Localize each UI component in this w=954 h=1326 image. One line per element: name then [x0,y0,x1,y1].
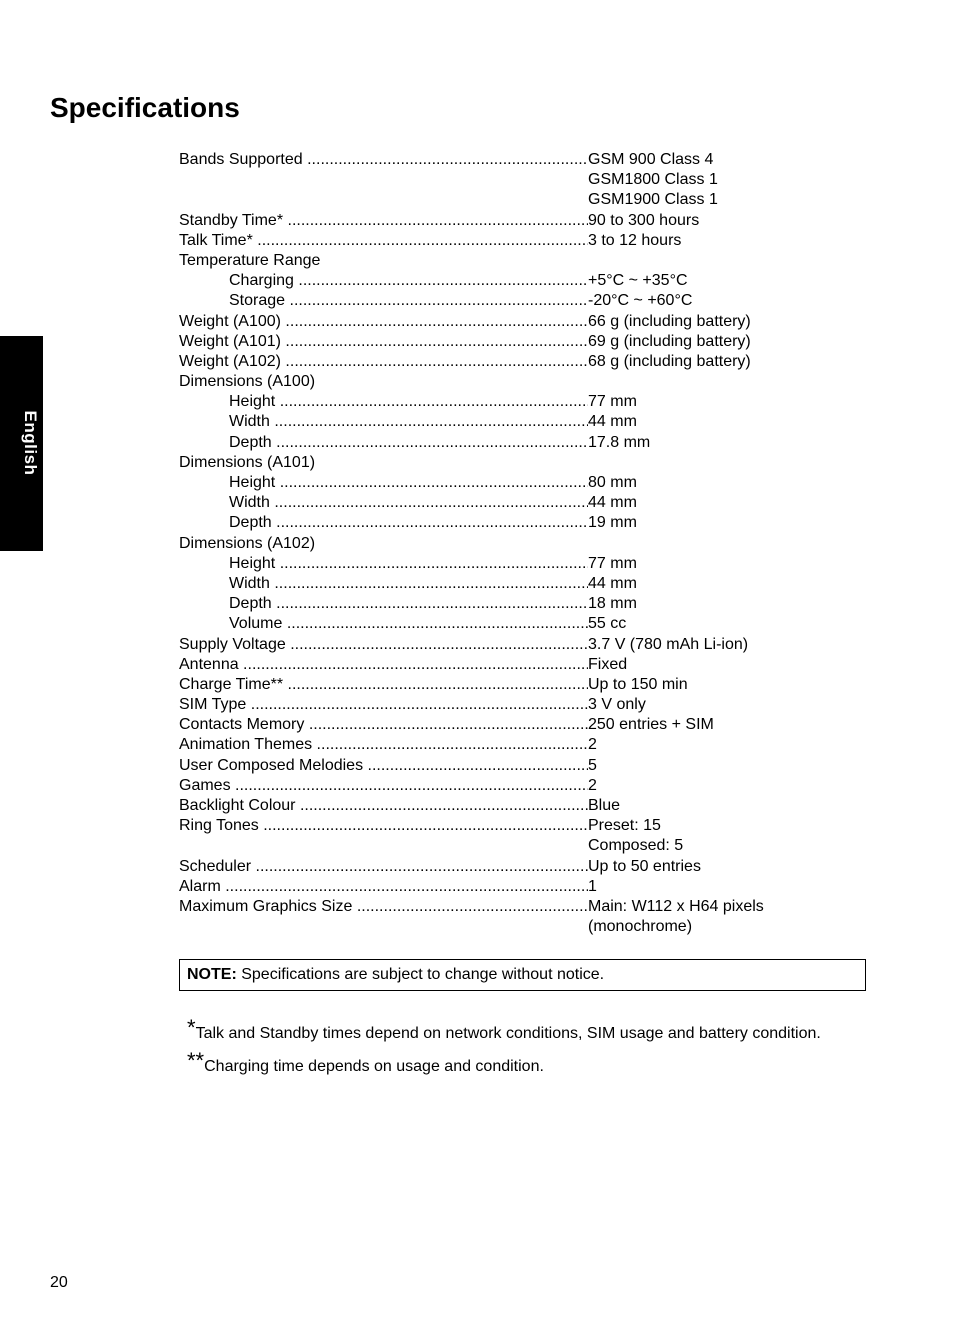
spec-row [179,493,819,513]
spec-value: 19 mm [588,514,637,532]
spec-label: Animation Themes ..... [179,735,588,755]
spec-row [179,150,819,170]
spec-row [179,594,819,614]
spec-label: Temperature Range [179,251,321,269]
spec-row [179,675,819,695]
spec-label: Dimensions (A101) [179,453,316,471]
spec-value: Preset: 15 [588,817,661,835]
spec-label: Depth ..... [179,513,588,533]
spec-row [179,332,819,352]
spec-value: Fixed [588,655,628,673]
spec-value: 55 cc [588,615,627,633]
spec-label: Contacts Memory ..... [179,715,588,735]
spec-value: 44 mm [588,574,637,592]
footnote-text: Talk and Standby times depend on network conditions, SIM usage and battery condition. [195,1025,821,1042]
spec-row [179,433,819,453]
spec-label: Height ..... [179,554,588,574]
spec-row [179,917,819,937]
spec-label: Height ..... [179,473,588,493]
spec-value: 44 mm [588,494,637,512]
spec-value: 1 [588,877,597,895]
spec-label: Depth ..... [179,433,588,453]
spec-value: 2 [588,736,597,754]
spec-value: -20°C ~ +60°C [588,292,693,310]
spec-row [179,412,819,432]
spec-label: Storage ..... [179,291,588,311]
note-box [179,959,866,991]
spec-row [179,816,819,836]
spec-label [179,836,588,856]
spec-label: Standby Time* ..... [179,211,588,231]
footnote [187,1017,837,1044]
spec-row [179,695,819,715]
spec-value [588,453,819,473]
spec-value: 66 g (including battery) [588,312,751,330]
spec-value: (monochrome) [588,918,693,936]
spec-label: Weight (A102) ..... [179,352,588,372]
spec-value: 18 mm [588,595,637,613]
spec-row [179,372,819,392]
spec-label [179,190,588,210]
spec-value: 68 g (including battery) [588,352,751,370]
spec-label: Maximum Graphics Size ..... [179,897,588,917]
spec-row [179,291,819,311]
spec-value: Composed: 5 [588,837,684,855]
spec-label: Talk Time* ..... [179,231,588,251]
spec-row [179,836,819,856]
spec-row [179,352,819,372]
note-label: NOTE: [187,966,237,983]
spec-row [179,897,819,917]
spec-label [179,170,588,190]
spec-row [179,715,819,735]
spec-label: Games ..... [179,776,588,796]
spec-value [588,534,819,554]
spec-label: Volume ..... [179,614,588,634]
spec-value: Up to 150 min [588,675,688,693]
spec-label: Ring Tones ..... [179,816,588,836]
spec-label: Weight (A100) ..... [179,312,588,332]
spec-value: 3 V only [588,696,646,714]
spec-value: 77 mm [588,554,637,572]
spec-value: Main: W112 x H64 pixels [588,897,764,915]
spec-value: 69 g (including battery) [588,332,751,350]
page-title: Specifications [50,92,240,123]
spec-row [179,877,819,897]
spec-label: Width ..... [179,412,588,432]
spec-value: +5°C ~ +35°C [588,272,688,290]
spec-value: Blue [588,797,621,814]
footnote-text: Charging time depends on usage and condition. [204,1058,544,1075]
spec-label [179,917,588,937]
spec-row [179,756,819,776]
spec-value: 17.8 mm [588,433,651,451]
spec-label: SIM Type ..... [179,695,588,715]
spec-row [179,635,819,655]
spec-label: Depth ..... [179,594,588,614]
spec-value [588,251,819,271]
spec-label: Bands Supported ..... [179,150,588,170]
spec-value: 90 to 300 hours [588,211,700,229]
spec-row [179,271,819,291]
spec-label: Width ..... [179,574,588,594]
spec-label: Dimensions (A100) [179,373,316,391]
specifications-list [179,150,819,937]
spec-row [179,554,819,574]
spec-value: 5 [588,756,597,774]
spec-row [179,735,819,755]
spec-label: Charge Time** ..... [179,675,588,695]
language-side-tab-label: English [21,410,40,476]
spec-value: 77 mm [588,393,637,411]
spec-value: GSM1900 Class 1 [588,191,718,209]
spec-label: Backlight Colour ..... [179,796,588,816]
spec-row [179,170,819,190]
spec-row [179,776,819,796]
spec-label: Scheduler ..... [179,857,588,877]
footnote [187,1050,837,1077]
spec-row [179,857,819,877]
note-text: Specifications are subject to change without notice. [236,966,605,983]
spec-label: Alarm ..... [179,877,588,897]
spec-row [179,392,819,412]
spec-row [179,796,819,816]
spec-row [179,574,819,594]
spec-row [179,312,819,332]
footnote-mark: ** [187,1048,205,1073]
spec-row [179,513,819,533]
spec-value: Up to 50 entries [588,857,701,875]
spec-value: 3 to 12 hours [588,231,682,249]
spec-row [179,190,819,210]
spec-label: Supply Voltage ..... [179,635,588,655]
spec-value: 2 [588,776,597,794]
spec-row [179,453,819,473]
spec-label: Width ..... [179,493,588,513]
spec-value: 44 mm [588,413,637,431]
spec-label: Antenna ..... [179,655,588,675]
footnote-mark: * [187,1015,196,1040]
spec-label: Height ..... [179,392,588,412]
page-number: 20 [50,1274,68,1291]
spec-label: Charging ..... [179,271,588,291]
spec-row [179,231,819,251]
spec-row [179,211,819,231]
spec-label: Dimensions (A102) [179,534,316,552]
spec-value: 80 mm [588,474,637,491]
spec-row [179,655,819,675]
spec-value: 250 entries + SIM [588,716,714,734]
spec-label: User Composed Melodies ..... [179,756,588,776]
footnotes [187,1017,837,1083]
spec-row [179,614,819,634]
spec-value: GSM1800 Class 1 [588,171,718,189]
spec-value: GSM 900 Class 4 [588,151,714,168]
spec-row [179,251,819,271]
spec-value: 3.7 V (780 mAh Li-ion) [588,635,749,653]
spec-label: Weight (A101) ..... [179,332,588,352]
spec-value [588,372,819,392]
spec-row [179,473,819,493]
spec-row [179,534,819,554]
